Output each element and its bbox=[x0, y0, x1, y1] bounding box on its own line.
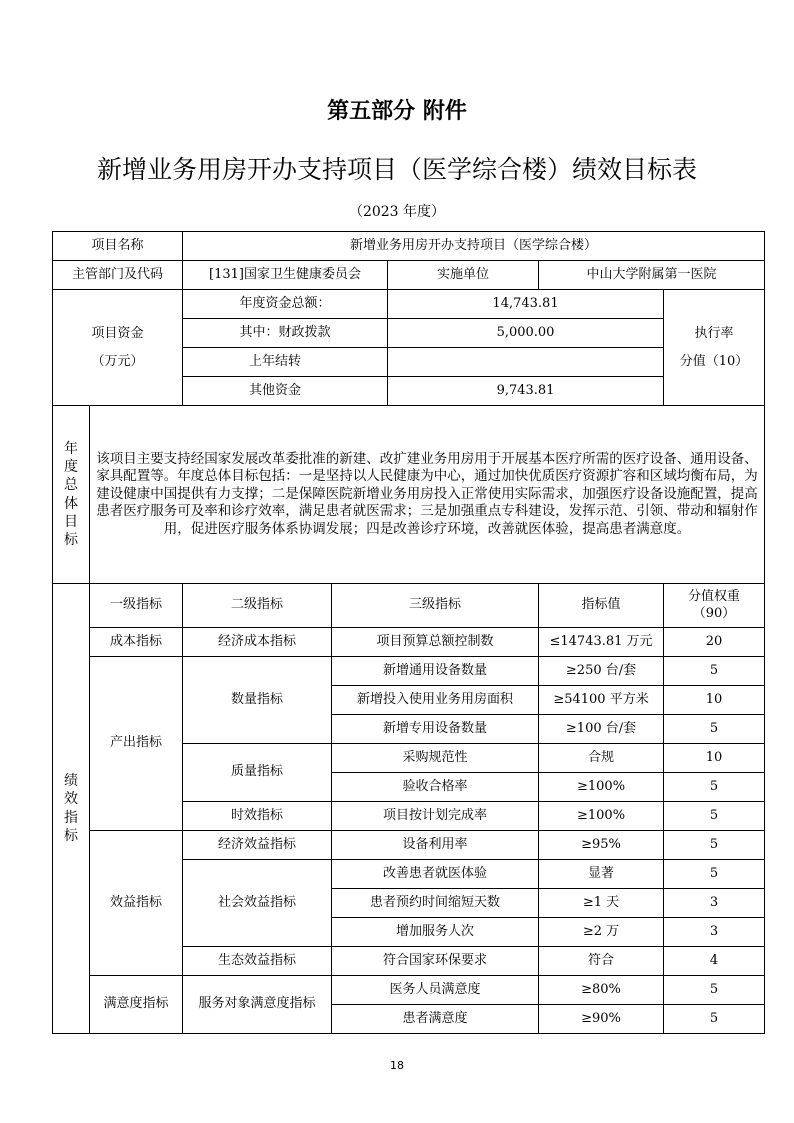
funds-other-value: 9,743.81 bbox=[388, 377, 664, 406]
level3-cell: 患者满意度 bbox=[332, 1005, 539, 1034]
level2-timeliness: 时效指标 bbox=[183, 802, 332, 831]
funds-total-label: 年度资金总额： bbox=[183, 290, 388, 319]
header-weight bbox=[664, 584, 765, 628]
value-cell: 合规 bbox=[539, 744, 664, 773]
weight-cell: 5 bbox=[664, 831, 765, 860]
level2-quality: 质量指标 bbox=[183, 744, 332, 802]
fiscal-year: （2023 年度） bbox=[348, 204, 446, 220]
value-cell: ≥90% bbox=[539, 1005, 664, 1034]
weight-cell: 10 bbox=[664, 744, 765, 773]
header-value: 指标值 bbox=[539, 584, 664, 628]
weight-cell: 3 bbox=[664, 918, 765, 947]
label-char: 体 bbox=[64, 495, 78, 512]
level1-output: 产出指标 bbox=[90, 657, 183, 831]
level3-cell: 验收合格率 bbox=[332, 773, 539, 802]
label-char: 指 bbox=[64, 809, 78, 826]
implementing-unit-value: 中山大学附属第一医院 bbox=[539, 261, 765, 290]
execution-rate-line1: 执行率 bbox=[694, 325, 734, 341]
value-cell: 显著 bbox=[539, 860, 664, 889]
funds-total-value: 14,743.81 bbox=[388, 290, 664, 319]
level2-quantity: 数量指标 bbox=[183, 657, 332, 744]
level3-cell: 新增投入使用业务用房面积 bbox=[332, 686, 539, 715]
level2-social-benefit: 社会效益指标 bbox=[183, 860, 332, 947]
part-title: 第五部分 附件 bbox=[327, 99, 467, 124]
label-char: 目 bbox=[64, 513, 78, 530]
value-cell: ≥95% bbox=[539, 831, 664, 860]
project-name-value: 新增业务用房开办支持项目（医学综合楼） bbox=[183, 232, 765, 261]
level2-economic-benefit: 经济效益指标 bbox=[183, 831, 332, 860]
weight-cell: 3 bbox=[664, 889, 765, 918]
weight-cell: 5 bbox=[664, 773, 765, 802]
level3-cell: 项目预算总额控制数 bbox=[332, 628, 539, 657]
weight-cell: 5 bbox=[664, 802, 765, 831]
page-number: 18 bbox=[390, 1059, 404, 1072]
funds-fiscal-value: 5,000.00 bbox=[388, 319, 664, 348]
level1-cost: 成本指标 bbox=[90, 628, 183, 657]
value-cell: 符合 bbox=[539, 947, 664, 976]
level3-cell: 设备利用率 bbox=[332, 831, 539, 860]
execution-rate-score bbox=[664, 290, 765, 406]
weight-cell: 10 bbox=[664, 686, 765, 715]
funds-row bbox=[53, 290, 765, 319]
value-cell: ≥100 台/套 bbox=[539, 715, 664, 744]
weight-cell: 5 bbox=[664, 715, 765, 744]
level3-cell: 新增通用设备数量 bbox=[332, 657, 539, 686]
funds-label-line2: （万元） bbox=[91, 353, 144, 369]
level3-cell: 医务人员满意度 bbox=[332, 976, 539, 1005]
weight-cell: 5 bbox=[664, 976, 765, 1005]
level1-satisfaction: 满意度指标 bbox=[90, 976, 183, 1034]
level3-cell: 增加服务人次 bbox=[332, 918, 539, 947]
value-cell: ≥2 万 bbox=[539, 918, 664, 947]
annual-goal-row bbox=[53, 406, 765, 584]
value-cell: ≥80% bbox=[539, 976, 664, 1005]
level3-cell: 采购规范性 bbox=[332, 744, 539, 773]
table-row bbox=[53, 976, 765, 1005]
header-weight-line1: 分值权重 bbox=[688, 588, 741, 604]
annual-goal-text: 该项目主要支持经国家发展改革委批准的新建、改扩建业务用房用于开展基本医疗所需的医疗设备、通用设备、家具配置等。年度总体目标包括：一是坚持以人民健康为中心，通过加快优质医疗资源扩容和区域均衡布局，为建设健康中国提供有力支撑；二是保障医院新增业务用房投入正常使用实际需求，加强医疗设备设施配置，提高患者医疗服务可及率和诊疗效率，满足患者就医需求；三是加强重点专科建设，发挥示范、引领、带动和辐射作用，促进医疗服务体系协调发展；四是改善诊疗环境，改善就医体验，提高患者满意度。 bbox=[90, 406, 765, 584]
weight-cell: 4 bbox=[664, 947, 765, 976]
level2-service-satisfaction: 服务对象满意度指标 bbox=[183, 976, 332, 1034]
implementing-unit-label: 实施单位 bbox=[388, 261, 539, 290]
header-weight-line2: （90） bbox=[692, 605, 736, 621]
weight-cell: 5 bbox=[664, 1005, 765, 1034]
value-cell: ≥100% bbox=[539, 773, 664, 802]
department-label: 主管部门及代码 bbox=[53, 261, 183, 290]
label-char: 绩 bbox=[64, 773, 78, 790]
weight-cell: 5 bbox=[664, 860, 765, 889]
performance-indicators-label bbox=[53, 584, 90, 1034]
weight-cell: 20 bbox=[664, 628, 765, 657]
level3-cell: 项目按计划完成率 bbox=[332, 802, 539, 831]
value-cell: ≤14743.81 万元 bbox=[539, 628, 664, 657]
value-cell: ≥250 台/套 bbox=[539, 657, 664, 686]
header-level1: 一级指标 bbox=[90, 584, 183, 628]
value-cell: ≥1 天 bbox=[539, 889, 664, 918]
label-char: 总 bbox=[64, 477, 78, 494]
weight-cell: 5 bbox=[664, 657, 765, 686]
table-row bbox=[53, 628, 765, 657]
funds-carryover-label: 上年结转 bbox=[183, 348, 388, 377]
level1-benefit: 效益指标 bbox=[90, 831, 183, 976]
funds-carryover-value bbox=[388, 348, 664, 377]
label-char: 标 bbox=[64, 827, 78, 844]
project-name-row bbox=[53, 232, 765, 261]
performance-target-table bbox=[52, 231, 765, 1034]
execution-rate-line2: 分值（10） bbox=[679, 353, 749, 369]
annual-goal-label bbox=[53, 406, 90, 584]
level3-cell: 改善患者就医体验 bbox=[332, 860, 539, 889]
value-cell: ≥54100 平方米 bbox=[539, 686, 664, 715]
header-level3: 三级指标 bbox=[332, 584, 539, 628]
indicator-header-row bbox=[53, 584, 765, 628]
funds-label bbox=[53, 290, 183, 406]
header-level2: 二级指标 bbox=[183, 584, 332, 628]
department-value: [131]国家卫生健康委员会 bbox=[183, 261, 388, 290]
label-char: 度 bbox=[64, 459, 78, 476]
funds-other-label: 其他资金 bbox=[183, 377, 388, 406]
label-char: 效 bbox=[64, 791, 78, 808]
level3-cell: 患者预约时间缩短天数 bbox=[332, 889, 539, 918]
level3-cell: 符合国家环保要求 bbox=[332, 947, 539, 976]
table-row bbox=[53, 831, 765, 860]
project-name-label: 项目名称 bbox=[53, 232, 183, 261]
document-title: 新增业务用房开办支持项目（医学综合楼）绩效目标表 bbox=[96, 155, 697, 184]
level2-economic-cost: 经济成本指标 bbox=[183, 628, 332, 657]
table-row bbox=[53, 657, 765, 686]
level3-cell: 新增专用设备数量 bbox=[332, 715, 539, 744]
label-char: 年 bbox=[64, 440, 78, 457]
department-row bbox=[53, 261, 765, 290]
funds-fiscal-label: 其中：财政拨款 bbox=[183, 319, 388, 348]
label-char: 标 bbox=[64, 531, 78, 548]
value-cell: ≥100% bbox=[539, 802, 664, 831]
funds-label-line1: 项目资金 bbox=[91, 325, 144, 341]
level2-eco-benefit: 生态效益指标 bbox=[183, 947, 332, 976]
